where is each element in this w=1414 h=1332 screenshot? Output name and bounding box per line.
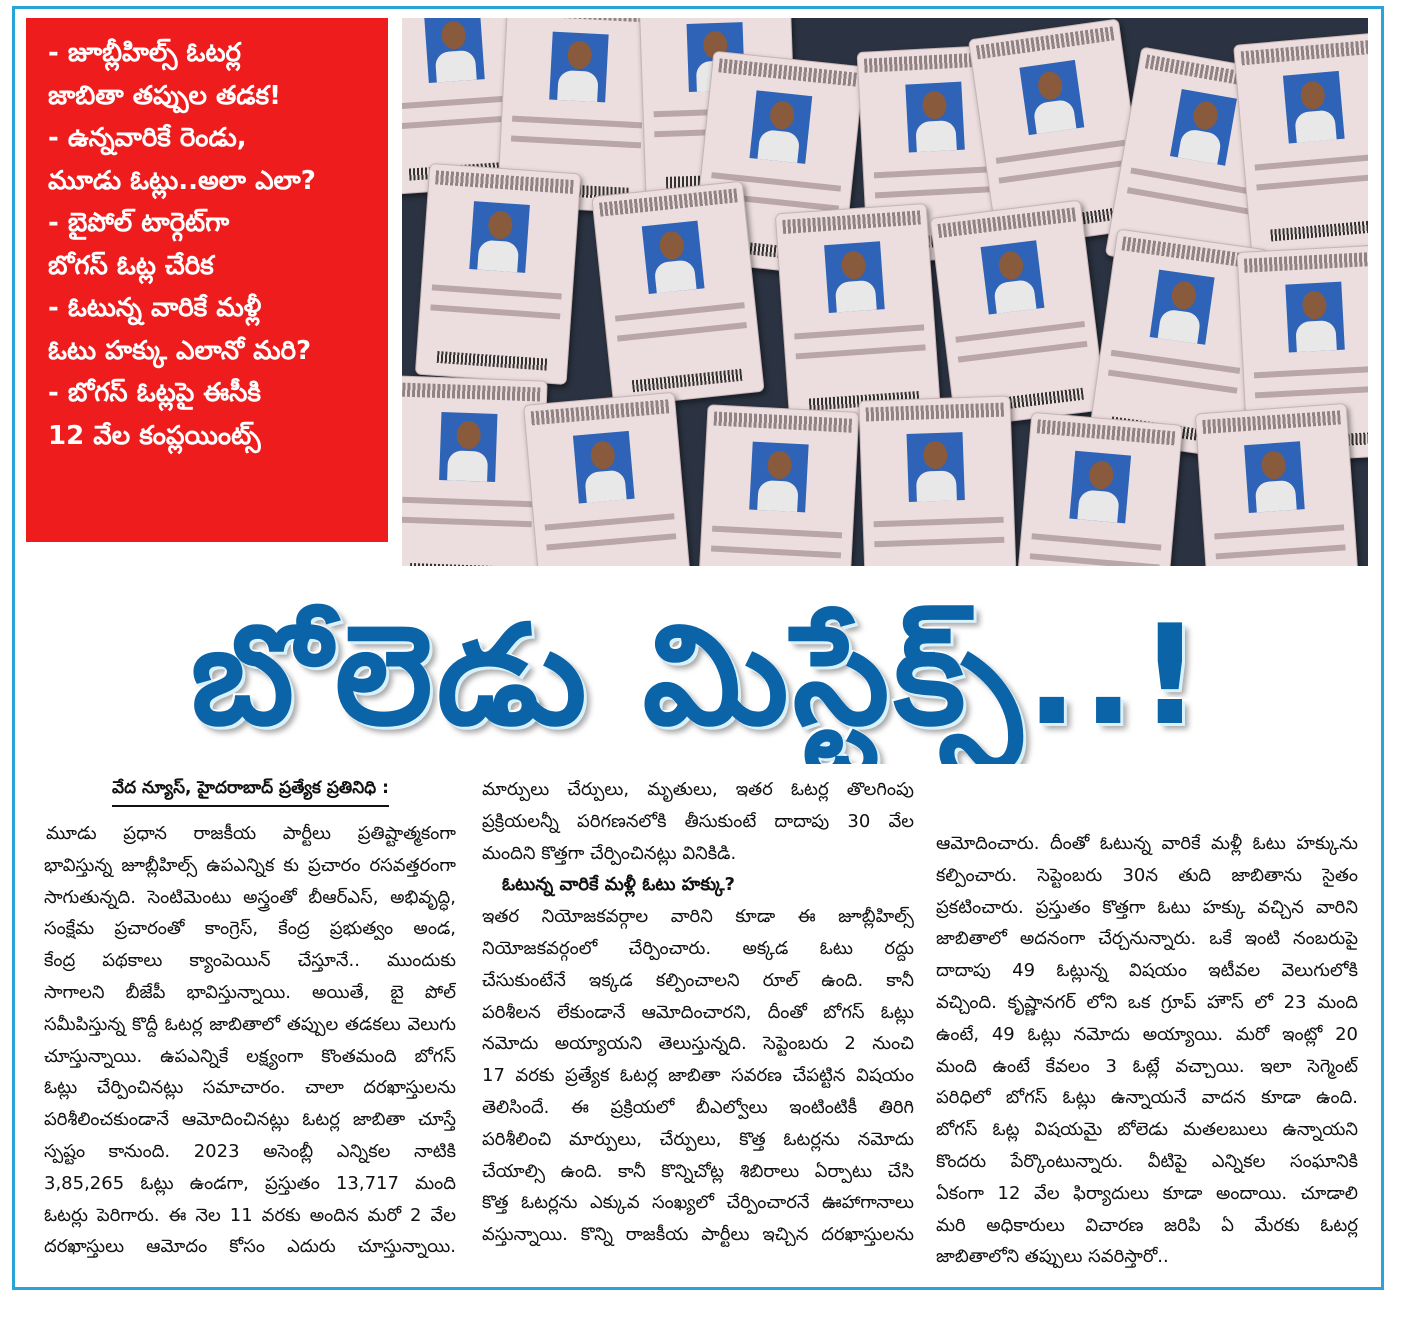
voter-id-cards-photo [402,18,1368,566]
text-line: ఆమోదించారు. దీంతో ఓటున్న వారికే మళ్లీ ఓటు హక్కును [936,833,1358,854]
subheading: ఓటున్న వారికే మళ్లీ ఓటు హక్కు? [502,874,735,896]
text-line: ఇతర నియోజకవర్గాల వారిని కూడా ఈ జూబ్లీహిల్స్ [482,906,914,928]
text-line: స్పష్టం కానుంది. 2023 అసెంబ్లీ ఎన్నికల నాటికి [44,1140,456,1162]
text-line: భావిస్తున్న జూబ్లీహిల్స్ ఉపఎన్నిక కు ప్రచారం రసవత్తరంగా [44,854,456,876]
text-line: చేయాల్సి ఉంది. కానీ కొన్నిచోట్ల శిబిరాలు ఏర్పాటు చేసి [482,1160,914,1182]
text-line: చూస్తున్నాయి. ఉపఎన్నికే లక్ష్యంగా కొంతమంది బోగస్ [44,1045,456,1067]
text-line: చేసుకుంటేనే ఇక్కడ కల్పించాలని రూల్ ఉంది. కానీ [482,969,914,991]
text-line: మరి అధికారులు విచారణ జరిపి ఏ మేరకు ఓటర్ల [936,1214,1358,1236]
highlight-line: జాబితా తప్పుల తడక! [48,80,281,111]
text-line: మందిని కొత్తగా చేర్పించినట్లు వినికిడి. [482,842,737,864]
text-line: నియోజకవర్గంలో చేర్పించారు. అక్కడ ఓటు రద్దు [482,937,914,959]
article-column-3 [936,828,1358,1273]
text-line: దరఖాస్తులు ఆమోదం కోసం ఎదురు చూస్తున్నాయి. [44,1236,456,1258]
article-column-2 [482,774,914,1251]
text-line: సాగుతున్నది. సెంటిమెంటు అస్త్రంతో బీఆర్ఎస్, అభివృద్ధి, [44,886,456,908]
text-line: సంక్షేమ ప్రచారంతో కాంగ్రెస్, కేంద్ర ప్రభుత్వం అండ, [44,918,456,940]
text-line: మార్పులు చేర్పులు, మృతులు, ఇతర ఓటర్ల తొలగింపు [482,779,914,800]
text-line: 17 వరకు ప్రత్యేక ఓటర్ల జాబితా సవరణ చేపట్టిన విషయం [482,1065,914,1087]
byline: వేద న్యూస్, హైదరాబాద్ ప్రత్యేక ప్రతినిధి : [112,778,389,807]
highlight-line: బోగస్ ఓట్ల చేరిక [48,250,214,281]
highlight-line: - బైపోల్ టార్గెట్‌గా [48,208,230,238]
text-line: పరిశీలించకుండానే ఆమోదించినట్లు ఓటర్ల జాబితా చూస్తే [44,1109,456,1131]
text-line: ప్రకటించారు. ప్రస్తుతం కొత్తగా ఓటు హక్కు వచ్చిన వారిని [936,896,1358,918]
text-line: సమీపిస్తున్న కొద్దీ ఓటర్ల జాబితాలో తప్పుల తడకలు వెలుగు [44,1013,456,1035]
text-line: కొందరు పేర్కొంటున్నారు. వీటిపై ఎన్నికల సంఘానికి [936,1150,1358,1172]
headline: బోలెడు మిస్టేక్స్..! [190,595,1206,756]
text-line: ఉంటే, 49 ఓట్లు నమోదు అయ్యాయి. మరో ఇంట్లో 20 [936,1023,1358,1045]
highlight-line: మూడు ఓట్లు..అలా ఎలా? [48,165,316,196]
highlight-line: - ఓటున్న వారికే మళ్లీ [48,293,262,323]
text-line: మంది ఉంటే కేవలం 3 ఓట్లే వచ్చాయి. ఇలా సెగ్మెంట్ [936,1055,1358,1077]
highlight-line: ఓటు హక్కు ఎలానో మరి? [48,335,312,366]
text-line: వచ్చింది. కృష్ణానగర్ లోని ఒక గ్రూప్ హౌస్ లో 23 మంది [936,991,1358,1013]
text-line: పరిశీలన లేకుండానే ఆమోదించారని, దీంతో బోగస్ ఓట్లు [482,1001,914,1023]
text-line: ఓటర్లు పెరిగారు. ఈ నెల 11 వరకు అందిన మరో 2 వేల [44,1204,456,1226]
text-line: దాదాపు 49 ఓట్లున్న విషయం ఇటీవల వెలుగులోకి [936,960,1358,982]
highlight-line: - జూబ్లీహిల్స్ ఓటర్ల [48,38,241,68]
text-line: పరిధిలో బోగస్ ఓట్లు ఉన్నాయనే వాదన కూడా ఉంది. [936,1087,1358,1109]
highlights-box [26,18,388,542]
text-line: నమోదు అయ్యాయని తెలుస్తున్నది. సెప్టెంబరు 2 నుంచి [482,1033,914,1055]
article-column-1 [44,818,456,1263]
highlight-line: - ఉన్నవారికే రెండు, [48,123,247,153]
text-line: సాగాలని బీజేపీ భావిస్తున్నాయి. అయితే, బై పోల్ [44,981,456,1003]
text-line: ఓట్లు చేర్పించినట్లు సమాచారం. చాలా దరఖాస్తులను [44,1077,456,1099]
text-line: జాబితాలోని తప్పులు సవరిస్తారో.. [936,1246,1169,1268]
text-line: తెలిసిందే. ఈ ప్రక్రియలో బీఎల్వోలు ఇంటింటికీ తిరిగి [482,1096,914,1118]
text-line: కేంద్ర పథకాలు క్యాంపెయిన్ చేస్తూనే.. ముందుకు [44,950,456,972]
highlight-line: - బోగస్ ఓట్లపై ఈసీకి [48,378,262,408]
text-line: వస్తున్నాయి. కొన్ని రాజకీయ పార్టీలు ఇచ్చిన దరఖాస్తులను [482,1224,914,1246]
text-line: బోగస్ ఓట్ల విషయమై బోలెడు మతలబులు ఉన్నాయని [936,1119,1358,1141]
text-line: ఏకంగా 12 వేల ఫిర్యాదులు కూడా అందాయి. చూడాలి [936,1182,1358,1204]
text-line: 3,85,265 ఓట్లు ఉండగా, ప్రస్తుతం 13,717 మంది [44,1172,456,1194]
text-line: ప్రక్రియలన్నీ పరిగణనలోకి తీసుకుంటే దాదాపు 30 వేల [482,810,914,832]
text-line: మూడు ప్రధాన రాజకీయ పార్టీలు ప్రతిష్టాత్మకంగా [46,823,456,844]
text-line: జాబితాలో అదనంగా చేర్చనున్నారు. ఒకే ఇంటి నంబరుపై [936,928,1358,950]
highlight-line: 12 వేల కంప్లయింట్స్ [48,420,261,451]
text-line: కల్పించారు. సెప్టెంబరు 30న తుది జాబితాను సైతం [936,864,1358,886]
text-line: పరిశీలించి మార్పులు, చేర్పులు, కొత్త ఓటర్లను నమోదు [482,1128,914,1150]
text-line: కొత్త ఓటర్లను ఎక్కువ సంఖ్యలో చేర్పించారనే ఊహాగానాలు [482,1192,914,1214]
